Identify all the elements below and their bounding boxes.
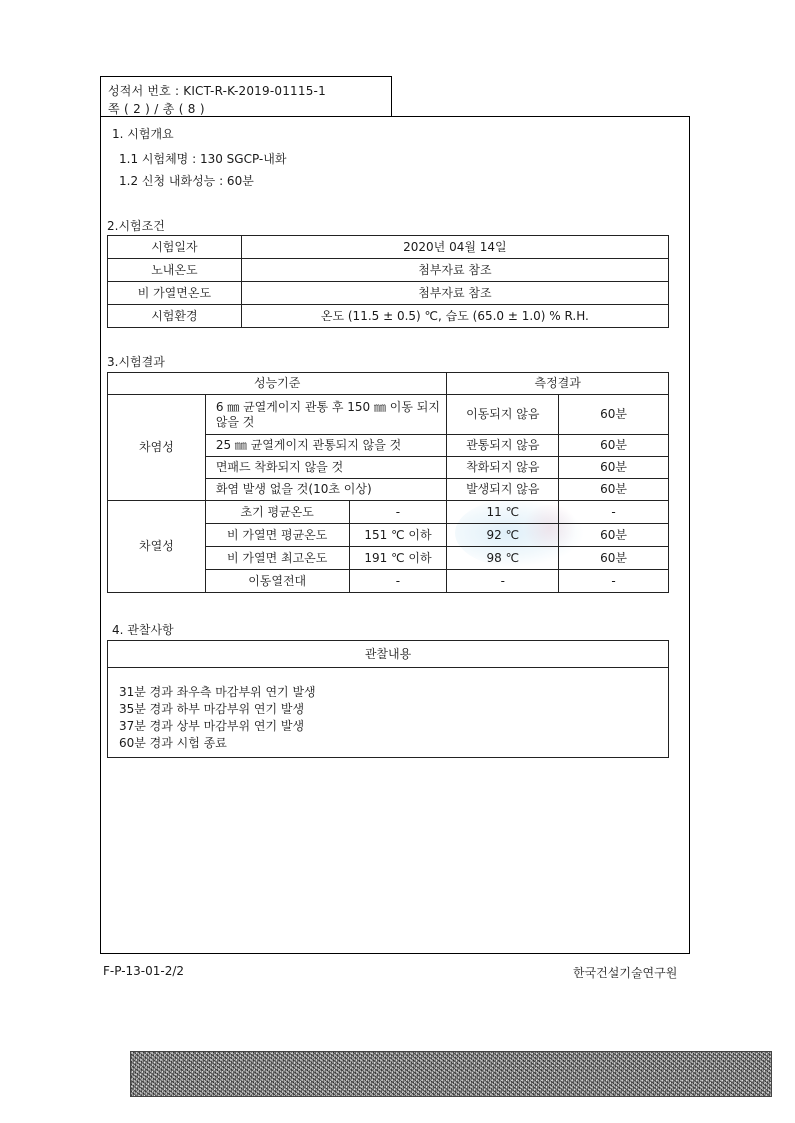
condition-label: 노내온도 bbox=[108, 259, 242, 282]
measured-cell: 92 ℃ bbox=[447, 524, 559, 547]
criteria-cell: 6 ㎜ 균열게이지 관통 후 150 ㎜ 이동 되지 않을 것 bbox=[205, 395, 447, 435]
time-cell: 60분 bbox=[559, 547, 669, 570]
test-conditions-table bbox=[107, 235, 669, 328]
observation-line: 37분 경과 상부 마감부위 연기 발생 bbox=[119, 719, 305, 733]
limit-cell: - bbox=[349, 501, 447, 524]
section1-title: 1. 시험개요 bbox=[112, 127, 174, 141]
condition-label: 시험일자 bbox=[108, 236, 242, 259]
time-cell: 60분 bbox=[559, 457, 669, 479]
measured-cell: - bbox=[447, 570, 559, 593]
time-cell: - bbox=[559, 570, 669, 593]
measured-cell: 착화되지 않음 bbox=[447, 457, 559, 479]
criteria-cell: 화염 발생 없을 것(10초 이상) bbox=[205, 479, 447, 501]
report-header bbox=[100, 76, 392, 116]
observation-line: 60분 경과 시험 종료 bbox=[119, 736, 227, 750]
result-header: 측정결과 bbox=[447, 373, 669, 395]
table-row bbox=[108, 236, 669, 259]
report-number: 성적서 번호 : KICT-R-K-2019-01115-1 bbox=[108, 84, 326, 98]
insulation-group: 차열성 bbox=[108, 501, 206, 593]
section3-title: 3.시험결과 bbox=[107, 355, 165, 369]
observation-header: 관찰내용 bbox=[108, 641, 668, 668]
limit-cell: - bbox=[349, 570, 447, 593]
time-cell: 60분 bbox=[559, 395, 669, 435]
measured-cell: 발생되지 않음 bbox=[447, 479, 559, 501]
observation-line: 35분 경과 하부 마감부위 연기 발생 bbox=[119, 702, 305, 716]
criteria-cell: 비 가열면 평균온도 bbox=[205, 524, 349, 547]
table-row bbox=[108, 259, 669, 282]
observation-list bbox=[108, 668, 668, 752]
form-number: F-P-13-01-2/2 bbox=[103, 964, 185, 978]
time-cell: 60분 bbox=[559, 479, 669, 501]
time-cell: 60분 bbox=[559, 435, 669, 457]
observation-line: 31분 경과 좌우측 마감부위 연기 발생 bbox=[119, 685, 316, 699]
condition-value: 첨부자료 참조 bbox=[241, 259, 668, 282]
condition-label: 시험환경 bbox=[108, 305, 242, 328]
institute-name: 한국건설기술연구원 bbox=[573, 966, 678, 980]
requested-fire-performance: 1.2 신청 내화성능 : 60분 bbox=[119, 174, 254, 188]
condition-label: 비 가열면온도 bbox=[108, 282, 242, 305]
criteria-cell: 25 ㎜ 균열게이지 관통되지 않을 것 bbox=[205, 435, 447, 457]
condition-value: 첨부자료 참조 bbox=[241, 282, 668, 305]
integrity-group: 차염성 bbox=[108, 395, 206, 501]
time-cell: 60분 bbox=[559, 524, 669, 547]
limit-cell: 151 ℃ 이하 bbox=[349, 524, 447, 547]
table-row bbox=[108, 395, 669, 435]
measured-cell: 11 ℃ bbox=[447, 501, 559, 524]
observation-box bbox=[107, 640, 669, 758]
page-info: 쪽 ( 2 ) / 총 ( 8 ) bbox=[108, 102, 205, 116]
measured-cell: 이동되지 않음 bbox=[447, 395, 559, 435]
specimen-name: 1.1 시험체명 : 130 SGCP-내화 bbox=[119, 152, 287, 166]
measured-cell: 98 ℃ bbox=[447, 547, 559, 570]
criteria-cell: 초기 평균온도 bbox=[205, 501, 349, 524]
measured-cell: 관통되지 않음 bbox=[447, 435, 559, 457]
table-header-row bbox=[108, 373, 669, 395]
criteria-cell: 비 가열면 최고온도 bbox=[205, 547, 349, 570]
criteria-header: 성능기준 bbox=[108, 373, 447, 395]
criteria-cell: 이동열전대 bbox=[205, 570, 349, 593]
condition-value: 2020년 04월 14일 bbox=[241, 236, 668, 259]
limit-cell: 191 ℃ 이하 bbox=[349, 547, 447, 570]
security-pattern-strip bbox=[130, 1051, 772, 1097]
condition-value: 온도 (11.5 ± 0.5) ℃, 습도 (65.0 ± 1.0) % R.H. bbox=[241, 305, 668, 328]
section4-title: 4. 관찰사항 bbox=[112, 623, 174, 637]
table-row bbox=[108, 305, 669, 328]
table-row bbox=[108, 501, 669, 524]
table-row bbox=[108, 282, 669, 305]
test-results-table bbox=[107, 372, 669, 593]
section2-title: 2.시험조건 bbox=[107, 219, 165, 233]
criteria-cell: 면패드 착화되지 않을 것 bbox=[205, 457, 447, 479]
time-cell: - bbox=[559, 501, 669, 524]
